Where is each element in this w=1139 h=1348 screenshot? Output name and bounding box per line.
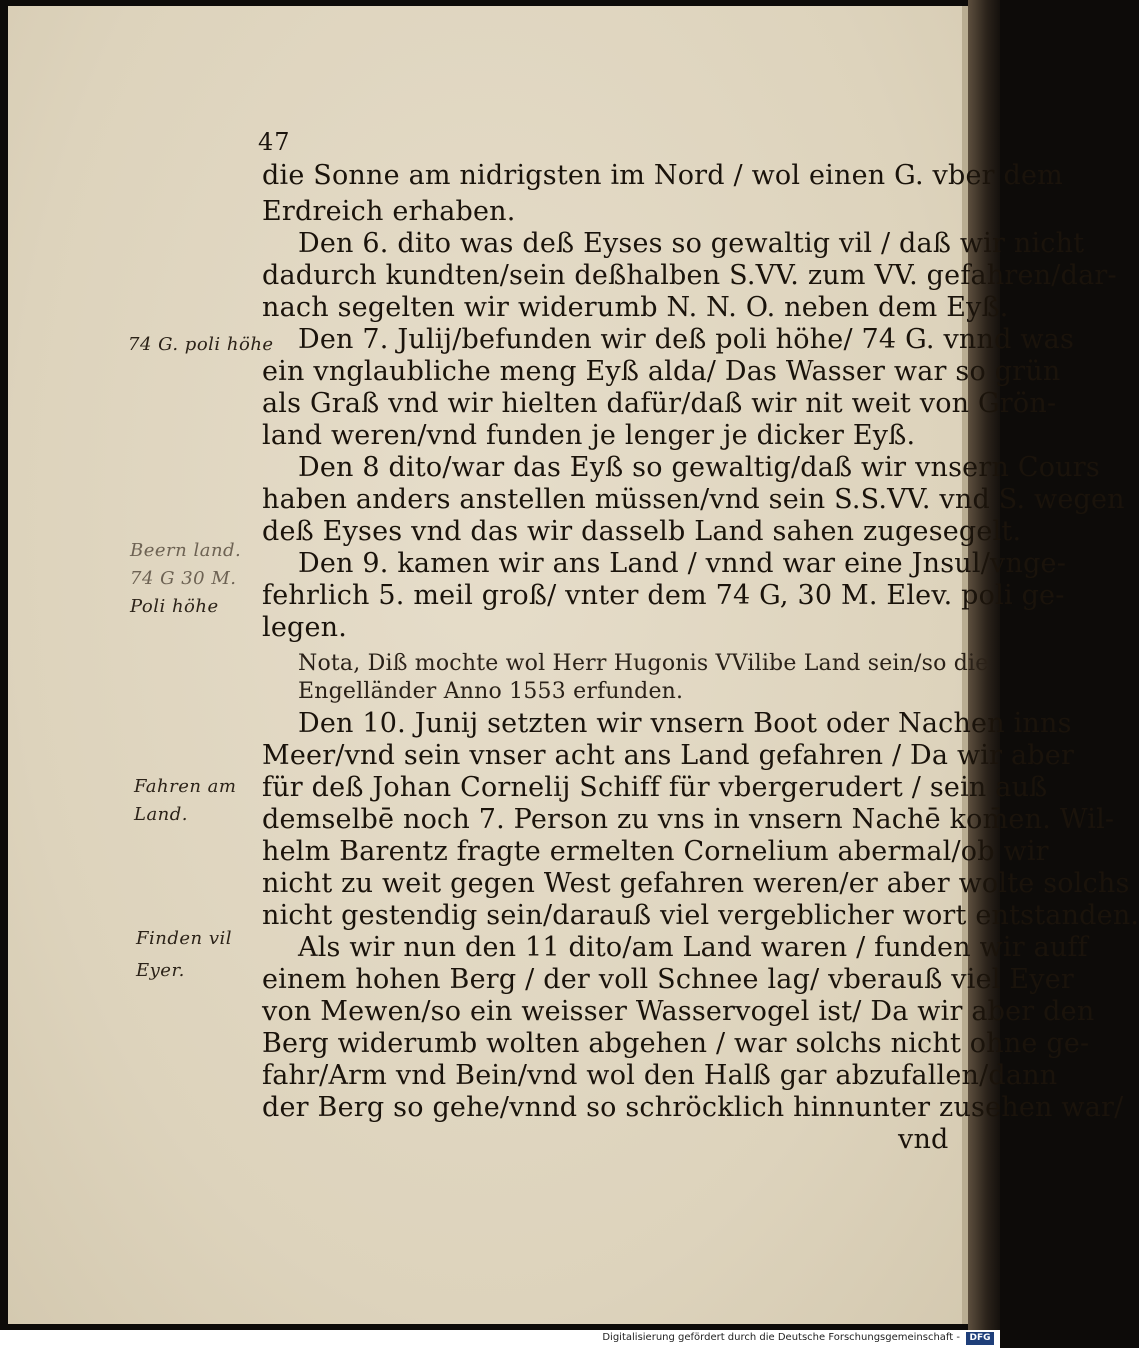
- catchword: vnd: [898, 1124, 949, 1155]
- body-line: nicht zu weit gegen West gefahren weren/er aber wolte solchs: [262, 868, 1130, 899]
- footer-text: Digitalisierung gefördert durch die Deutsche Forschungsgemeinschaft -: [602, 1332, 960, 1343]
- body-line: die Sonne am nidrigsten im Nord / wol einen G. vber dem: [262, 160, 1063, 191]
- body-line: Als wir nun den 11 dito/am Land waren / funden wir auff: [298, 932, 1088, 963]
- body-line: fahr/Arm vnd Bein/vnd wol den Halß gar abzufallen/dann: [262, 1060, 1058, 1091]
- body-line: Erdreich erhaben.: [262, 196, 516, 227]
- body-line: ein vnglaubliche meng Eyß alda/ Das Wasser war so grün: [262, 356, 1061, 387]
- body-line: Den 9. kamen wir ans Land / vnnd war eine Jnsul/vnge-: [298, 548, 1067, 579]
- body-line: land weren/vnd funden je lenger je dicker Eyß.: [262, 420, 916, 451]
- body-line: von Mewen/so ein weisser Wasservogel ist/ Da wir aber den: [262, 996, 1095, 1027]
- margin-note-eyer: Eyer.: [136, 960, 185, 981]
- body-line: nicht gestendig sein/darauß viel vergeblicher wort entstanden.: [262, 900, 1139, 931]
- margin-note-finden-vil: Finden vil: [136, 928, 233, 949]
- note-line: Nota, Diß mochte wol Herr Hugonis VVilibe Land sein/so die: [298, 651, 989, 676]
- body-line: demselbē noch 7. Person zu vns in vnsern Nachē kom̄en. Wil-: [262, 804, 1115, 835]
- body-line: dadurch kundten/sein deßhalben S.VV. zum VV. gefahren/dar-: [262, 260, 1117, 291]
- margin-note-fahren-am: Fahren am: [134, 776, 237, 797]
- margin-note-poli-hoehe: 74 G. poli höhe: [128, 334, 274, 355]
- body-line: Berg widerumb wolten abgehen / war solchs nicht ohne ge-: [262, 1028, 1090, 1059]
- body-line: deß Eyses vnd das wir dasselb Land sahen zugesegelt.: [262, 516, 1022, 547]
- body-line: Den 10. Junij setzten wir vnsern Boot oder Nachen inns: [298, 708, 1072, 739]
- body-line: legen.: [262, 612, 348, 643]
- body-line: der Berg so gehe/vnnd so schröcklich hinnunter zusehen war/: [262, 1092, 1124, 1123]
- note-line: Engelländer Anno 1553 erfunden.: [298, 679, 684, 704]
- body-line: nach segelten wir widerumb N. N. O. neben dem Eyß.: [262, 292, 1009, 323]
- body-line: einem hohen Berg / der voll Schnee lag/ vberauß viel Eyer: [262, 964, 1075, 995]
- dfg-logo: DFG: [966, 1332, 994, 1345]
- page-number: 47: [258, 128, 291, 156]
- body-line: helm Barentz fragte ermelten Cornelium abermal/ob wir: [262, 836, 1049, 867]
- footer-bar: [0, 1330, 1000, 1348]
- body-line: Meer/vnd sein vnser acht ans Land gefahren / Da wir aber: [262, 740, 1075, 771]
- margin-note-poli-hoehe-2: Poli höhe: [130, 596, 219, 617]
- margin-note-coord: 74 G 30 M.: [130, 568, 237, 589]
- margin-note-land: Land.: [134, 804, 189, 825]
- body-line: haben anders anstellen müssen/vnd sein S.S.VV. vnd S. wegen: [262, 484, 1125, 515]
- body-line: Den 6. dito was deß Eyses so gewaltig vil / daß wir nicht: [298, 228, 1085, 259]
- body-line: Den 8 dito/war das Eyß so gewaltig/daß wir vnsern Cours: [298, 452, 1100, 483]
- body-line: für deß Johan Cornelij Schiff für vbergerudert / sein auß: [262, 772, 1048, 803]
- margin-note-beern-land: Beern land.: [130, 540, 242, 561]
- body-line: Den 7. Julij/befunden wir deß poli höhe/ 74 G. vnnd was: [298, 324, 1075, 355]
- body-line: als Graß vnd wir hielten dafür/daß wir nit weit von Grön-: [262, 388, 1057, 419]
- body-line: fehrlich 5. meil groß/ vnter dem 74 G, 30 M. Elev. poli ge-: [262, 580, 1065, 611]
